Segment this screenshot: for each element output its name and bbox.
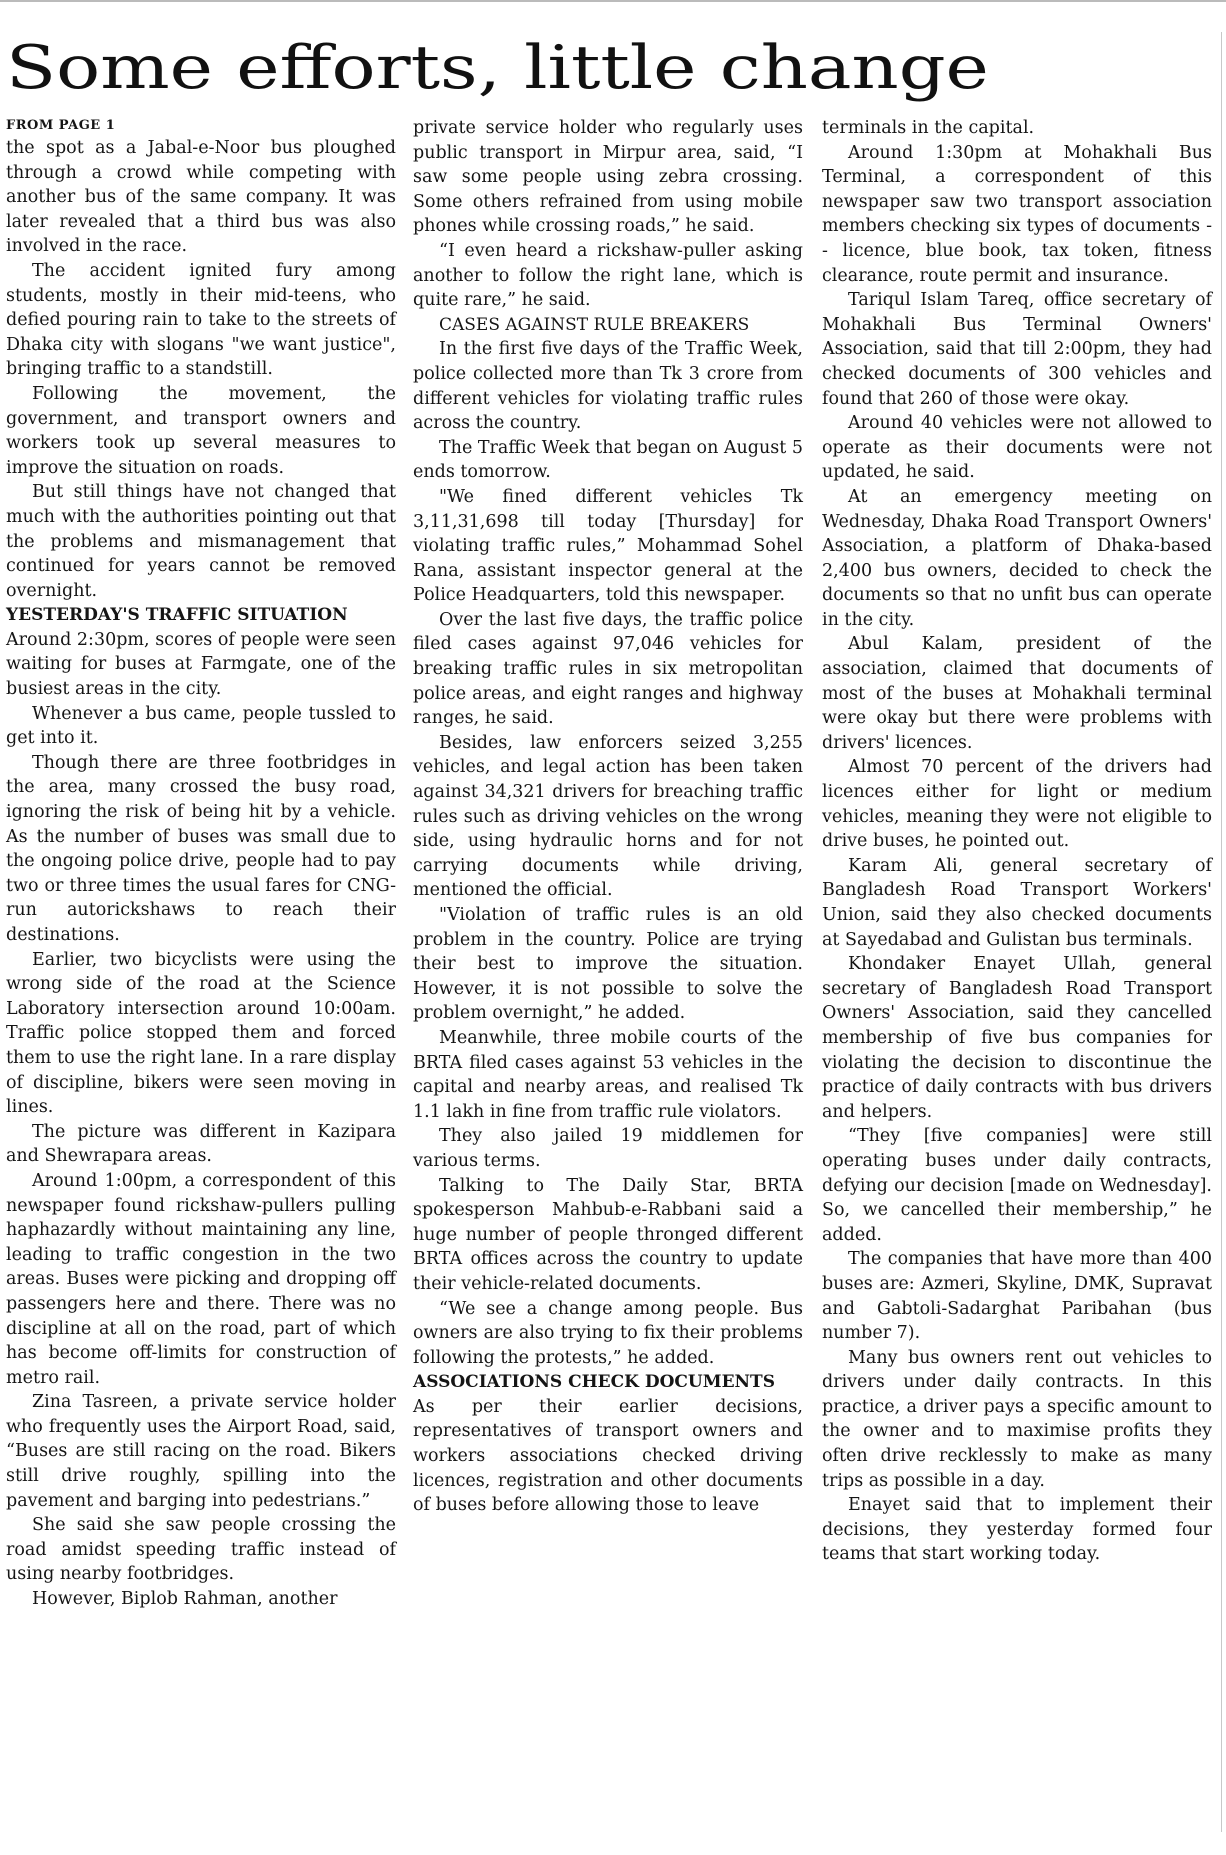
paragraph: Many bus owners rent out vehicles to drivers under daily contracts. In this practice, a driver pays a specific amount to the owner and to maximise profits they often drive recklessly to make as many trips as possible in a day.	[822, 1347, 1212, 1491]
paragraph: private service holder who regularly uses public transport in Mirpur area, said, “I saw some people using zebra crossing. Some others refrained from using mobile phones while crossing roads,” he said.	[413, 118, 803, 237]
paragraph: Khondaker Enayet Ullah, general secretary of Bangladesh Road Transport Owners' Association, said they cancelled membership of five bus companies for violating the decision to discontinue the practice of daily contracts with bus drivers and helpers.	[822, 954, 1212, 1122]
paragraph: However, Biplob Rahman, another	[32, 1589, 338, 1610]
continued-from-label: FROM PAGE 1	[6, 118, 116, 133]
paragraph: But still things have not changed that much with the authorities pointing out that the problems and mismanagement that continued for years cannot be removed overnight.	[6, 482, 396, 601]
paragraph: "Violation of traffic rules is an old problem in the country. Police are trying their best to improve the situation. However, it is not possible to solve the problem overnight,” he added.	[413, 905, 803, 1024]
paragraph: In the first five days of the Traffic Week, police collected more than Tk 3 crore from different vehicles for violating traffic rules across the country.	[413, 339, 803, 434]
paragraph: “They [five companies] were still operating buses under daily contracts, defying our decision [made on Wednesday]. So, we cancelled their membership,” he added.	[822, 1126, 1212, 1245]
paragraph: Almost 70 percent of the drivers had licences either for light or medium vehicles, meaning they were not eligible to drive buses, he pointed out.	[822, 757, 1212, 852]
paragraph: Zina Tasreen, a private service holder who frequently uses the Airport Road, said, “Buses are still racing on the road. Bikers still drive roughly, spilling into the pavement and barging into pedestrians.”	[6, 1392, 396, 1511]
paragraph: At an emergency meeting on Wednesday, Dhaka Road Transport Owners' Association, a platform of Dhaka-based 2,400 bus owners, decided to check the documents so that no unfit bus can operate in the city.	[822, 486, 1212, 630]
paragraph: terminals in the capital.	[822, 118, 1035, 138]
paragraph: Enayet said that to implement their decisions, they yesterday formed four teams that start working today.	[822, 1495, 1212, 1565]
paragraph: Karam Ali, general secretary of Bangladesh Road Transport Workers' Union, said they also checked documents at Sayedabad and Gulistan bus terminals.	[822, 855, 1212, 950]
paragraph: Talking to The Daily Star, BRTA spokesperson Mahbub-e-Rabbani said a huge number of people thronged different BRTA offices across the country to update their vehicle-related documents.	[413, 1175, 803, 1294]
subheading: CASES AGAINST RULE BREAKERS	[439, 314, 750, 335]
paragraph: "We fined different vehicles Tk 3,11,31,698 till today [Thursday] for violating traffic rules,” Mohammad Sohel Rana, assistant inspector general at the Police Headquarters, told this newspaper.	[413, 486, 803, 606]
article-column-2	[413, 116, 803, 1518]
article-column-1	[6, 116, 396, 1612]
paragraph: Meanwhile, three mobile courts of the BRTA filed cases against 53 vehicles in the capital and nearby areas, and realised Tk 1.1 lakh in fine from traffic rule violators.	[413, 1027, 803, 1122]
paragraph: Around 1:00pm, a correspondent of this newspaper found rickshaw-pullers pulling haphazardly without maintaining any line, leading to traffic congestion in the two areas. Buses were picking and dropping off passengers here and there. There was no discipline at all on the road, part of which has become off-limits for construction of metro rail.	[6, 1170, 396, 1388]
paragraph: Tariqul Islam Tareq, office secretary of Mohakhali Bus Terminal Owners' Association, said that till 2:00pm, they had checked documents of 300 vehicles and found that 260 of those were okay.	[822, 290, 1212, 409]
paragraph: Though there are three footbridges in the area, many crossed the busy road, ignoring the risk of being hit by a vehicle. As the number of buses was small due to the ongoing police drive, people had to pay two or three times the usual fares for CNG-run autorickshaws to reach their destinations.	[6, 752, 396, 945]
paragraph: “I even heard a rickshaw-puller asking another to follow the right lane, which is quite rare,” he said.	[413, 240, 803, 311]
paragraph: She said she saw people crossing the road amidst speeding traffic instead of using nearby footbridges.	[6, 1515, 396, 1585]
paragraph: Earlier, two bicyclists were using the wrong side of the road at the Science Laboratory intersection around 10:00am. Traffic police stopped them and forced them to use the right lane. In a rare display of discipline, bikers were seen moving in lines.	[6, 949, 396, 1118]
paragraph: Around 40 vehicles were not allowed to operate as their documents were not updated, he said.	[822, 413, 1212, 483]
right-edge-rule	[1221, 32, 1222, 1832]
article-column-3	[822, 116, 1212, 1567]
paragraph: Around 1:30pm at Mohakhali Bus Terminal, a correspondent of this newspaper saw two transport association members checking six types of documents -- licence, blue book, tax token, fitness clearance, route permit and insurance.	[822, 142, 1212, 286]
headline: Some efforts, little change	[6, 33, 989, 103]
paragraph: Following the movement, the government, and transport owners and workers took up several measures to improve the situation on roads.	[6, 383, 396, 478]
paragraph: “We see a change among people. Bus owners are also trying to fix their problems following the protests,” he added.	[413, 1298, 803, 1368]
paragraph: the spot as a Jabal-e-Noor bus ploughed through a crowd while competing with another bus of the same company. It was later revealed that a third bus was also involved in the race.	[6, 138, 396, 257]
paragraph: As per their earlier decisions, representatives of transport owners and workers associations checked driving licences, registration and other documents of buses before allowing those to leave	[413, 1396, 803, 1516]
paragraph: They also jailed 19 middlemen for various terms.	[413, 1126, 803, 1171]
paragraph: The picture was different in Kazipara and Shewrapara areas.	[6, 1121, 396, 1167]
top-rule	[0, 0, 1226, 2]
subheading: ASSOCIATIONS CHECK DOCUMENTS	[413, 1372, 775, 1393]
paragraph: Over the last five days, the traffic police filed cases against 97,046 vehicles for breaking traffic rules in six metropolitan police areas, and eight ranges and highway ranges, he said.	[413, 609, 803, 729]
paragraph: Whenever a bus came, people tussled to get into it.	[6, 703, 396, 749]
paragraph: Besides, law enforcers seized 3,255 vehicles, and legal action has been taken against 34,321 drivers for breaching traffic rules such as driving vehicles on the wrong side, using hydraulic horns and for not carrying documents while driving, mentioned the official.	[413, 732, 803, 901]
paragraph: The companies that have more than 400 buses are: Azmeri, Skyline, DMK, Supravat and Gabtoli-Sadarghat Paribahan (bus number 7).	[822, 1249, 1212, 1344]
subheading: YESTERDAY'S TRAFFIC SITUATION	[6, 605, 348, 626]
paragraph: Abul Kalam, president of the association, claimed that documents of most of the buses at Mohakhali terminal were okay but there were problems with drivers' licences.	[822, 634, 1212, 753]
paragraph: The Traffic Week that began on August 5 ends tomorrow.	[413, 437, 803, 483]
paragraph: The accident ignited fury among students, mostly in their mid-teens, who defied pouring rain to take to the streets of Dhaka city with slogans "we want justice", bringing traffic to a standstill.	[6, 260, 396, 380]
paragraph: Around 2:30pm, scores of people were seen waiting for buses at Farmgate, one of the busiest areas in the city.	[6, 629, 396, 700]
